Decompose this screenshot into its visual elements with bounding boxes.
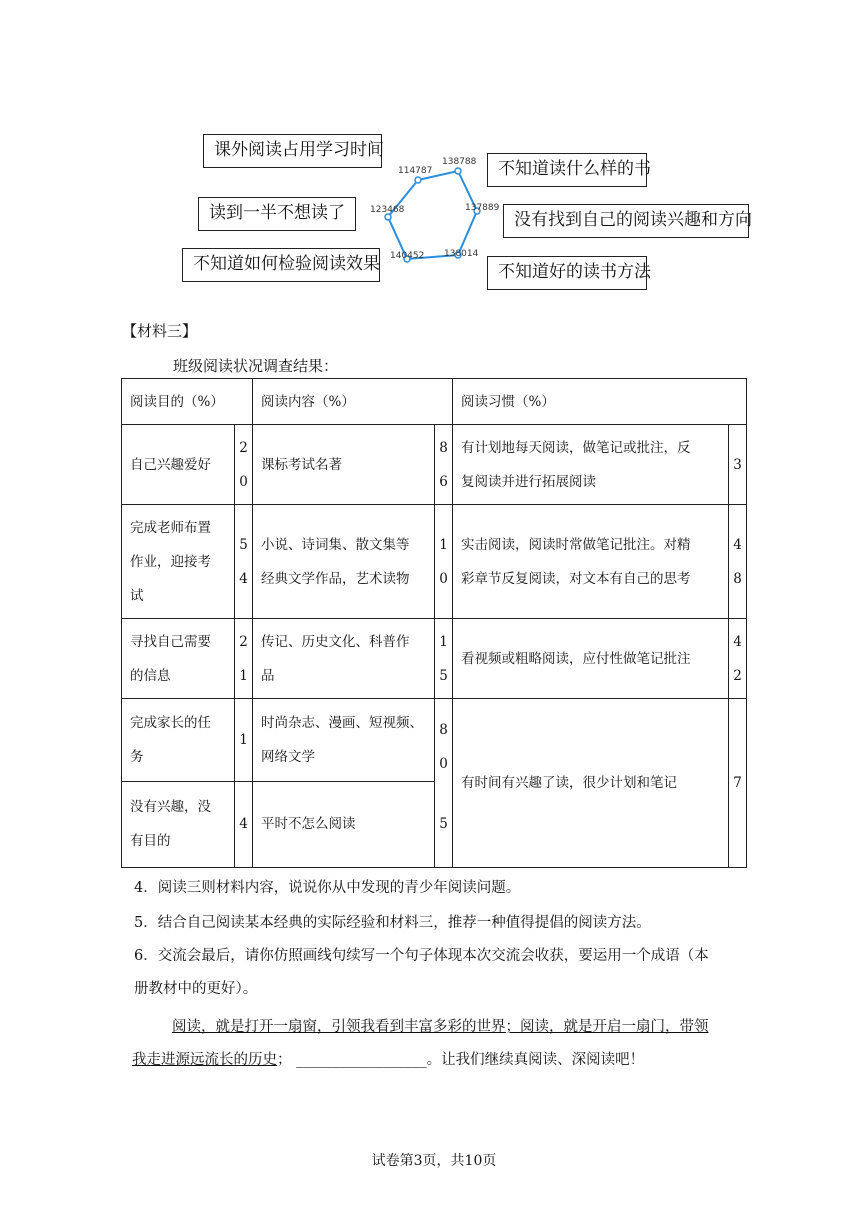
content-value: 8 6: [439, 439, 448, 490]
purpose-value: 2 1: [239, 633, 248, 684]
node-number: 138014: [444, 249, 479, 259]
content-value: 8 0: [439, 722, 448, 772]
purpose-cell: 完成家长的任 务: [130, 714, 211, 765]
material-subtitle: 班级阅读状况调查结果：: [173, 357, 339, 375]
purpose-value: 5 4: [239, 536, 248, 587]
problem-box: 读到一半不想读了: [198, 197, 356, 231]
habit-cell: 实击阅读，阅读时常做笔记批注。对精 彩章节反复阅读，对文本有自己的思考: [461, 536, 691, 587]
survey-table: [121, 378, 747, 868]
node-number: 140452: [390, 251, 425, 261]
table-row: [122, 699, 747, 782]
habit-cell: 有计划地每天阅读，做笔记或批注，反 复阅读并进行拓展阅读: [461, 439, 691, 490]
material-title: 【材料三】: [122, 322, 198, 340]
content-cell: 小说、诗词集、散文集等 经典文学作品，艺术读物: [261, 536, 410, 587]
example-underlined: 我走进源远流长的历史: [132, 1052, 277, 1068]
content-cell: 课标考试名著: [261, 456, 342, 473]
question-6-line-2: 册教材中的更好）。: [134, 981, 258, 997]
habit-cell: 看视频或粗略阅读，应付性做笔记批注: [461, 650, 691, 667]
purpose-cell: 自己兴趣爱好: [130, 456, 211, 473]
habit-value: 7: [733, 774, 742, 791]
purpose-value: 1: [239, 731, 248, 748]
table-row: [122, 505, 747, 619]
node-number: 123468: [370, 205, 405, 215]
problem-box: 没有找到自己的阅读兴趣和方向: [503, 204, 749, 238]
purpose-cell: 寻找自己需要 的信息: [130, 633, 211, 684]
table-header-row: [122, 379, 747, 425]
habit-value: 3: [733, 456, 742, 473]
purpose-cell: 完成老师布置 作业，迎接考 试: [130, 519, 211, 604]
example-sentence-line-1: 阅读，就是打开一扇窗，引领我看到丰富多彩的世界；阅读，就是开启一扇门，带领: [172, 1019, 709, 1035]
node-number: 114787: [398, 166, 433, 176]
table-row: [122, 425, 747, 505]
hexagon-shape: [388, 171, 477, 259]
answer-blank[interactable]: __________________: [296, 1052, 427, 1068]
hexagon-node: [415, 177, 421, 183]
problem-hexagon-diagram: [0, 0, 868, 300]
content-value: 1 0: [439, 536, 448, 587]
purpose-value: 2 0: [239, 439, 248, 490]
problem-box: 不知道读什么样的书: [487, 153, 647, 187]
question-4: 4．阅读三则材料内容，说说你从中发现的青少年阅读问题。: [134, 880, 521, 896]
habit-cell: 有时间有兴趣了读，很少计划和笔记: [461, 774, 677, 791]
question-5: 5．结合自己阅读某本经典的实际经验和材料三，推荐一种值得提倡的阅读方法。: [134, 915, 651, 931]
node-number: 137889: [465, 203, 500, 213]
example-sentence-line-2: 我走进源远流长的历史； __________________。让我们继续真阅读、深阅读吧！: [132, 1052, 645, 1068]
content-cell: 传记、历史文化、科普作 品: [261, 633, 410, 684]
content-value: 5: [439, 815, 448, 832]
header-content: 阅读内容（%）: [261, 393, 355, 410]
header-purpose: 阅读目的（%）: [130, 393, 224, 410]
question-6-line-1: 6．交流会最后，请你仿照画线句续写一个句子体现本次交流会收获，要运用一个成语（本: [134, 948, 709, 964]
habit-value: 4 8: [733, 536, 742, 587]
header-habit: 阅读习惯（%）: [461, 393, 555, 410]
hexagon-node: [455, 168, 461, 174]
problem-box: 课外阅读占用学习时间: [203, 134, 382, 168]
node-number: 138788: [442, 157, 477, 167]
table-row: [122, 619, 747, 699]
problem-box: 不知道好的读书方法: [487, 256, 647, 290]
habit-value: 4 2: [733, 633, 742, 684]
problem-box: 不知道如何检验阅读效果: [182, 248, 380, 282]
page-footer: 试卷第3页，共10页: [371, 1153, 497, 1169]
content-cell: 时尚杂志、漫画、短视频、 网络文学: [261, 714, 423, 765]
purpose-cell: 没有兴趣，没 有目的: [130, 799, 211, 849]
purpose-value: 4: [239, 816, 248, 832]
content-cell: 平时不怎么阅读: [261, 816, 356, 832]
content-value: 1 5: [439, 633, 448, 684]
